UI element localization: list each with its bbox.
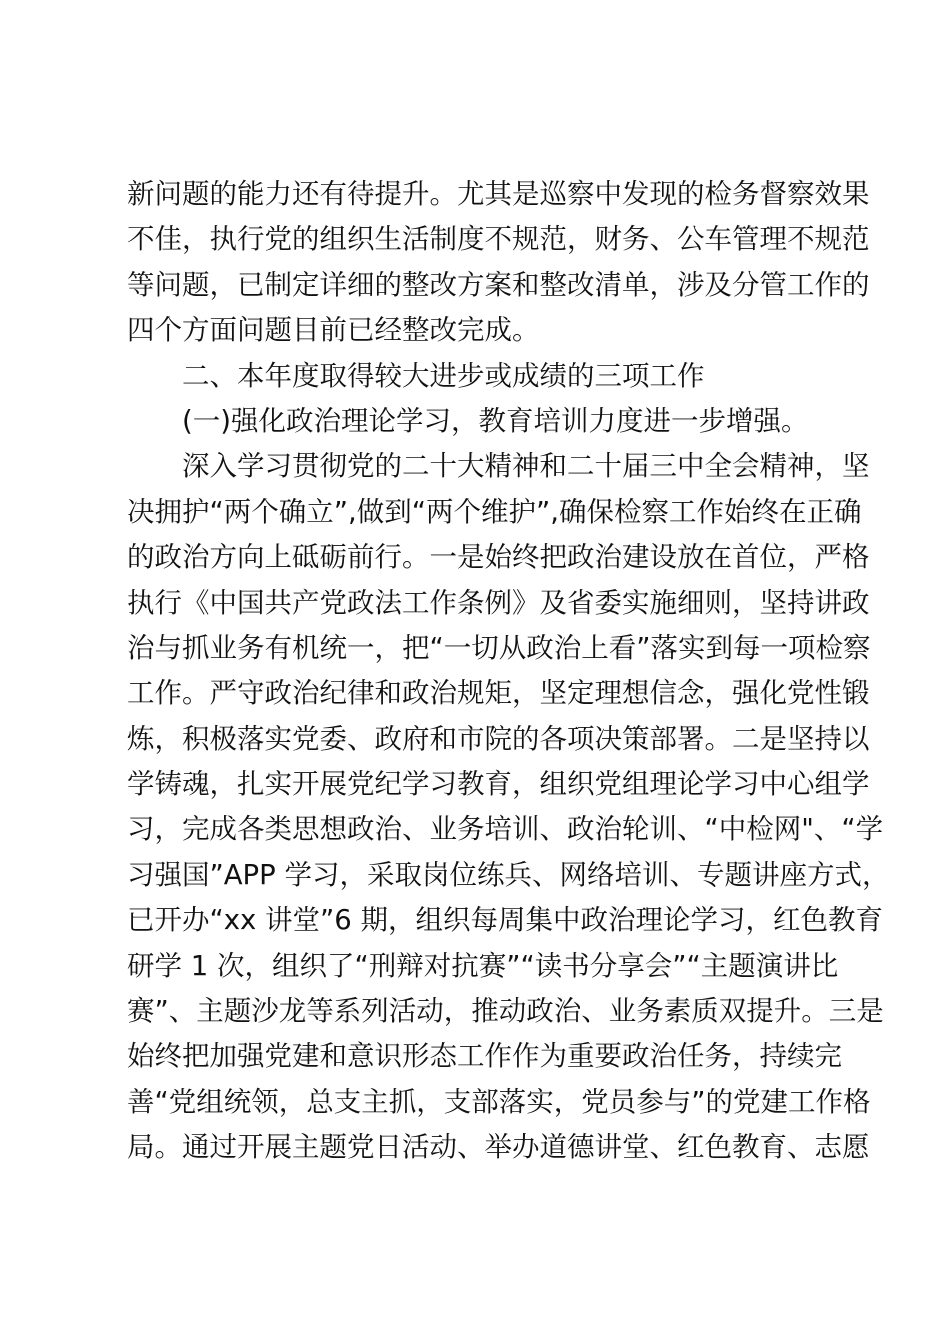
text-line: 新问题的能力还有待提升。尤其是巡察中发现的检务督察效果	[127, 178, 870, 210]
body-text	[127, 172, 890, 1171]
text-line: 善“党组统领，总支主抓，支部落实，党员参与”的党建工作格	[127, 1085, 871, 1118]
text-line: 治与抓业务有机统一，把“一切从政治上看”落实到每一项检察	[127, 631, 871, 664]
text-line: 习强国”APP 学习，采取岗位练兵、网络培训、专题讲座方式，	[127, 858, 890, 891]
text-line: 深入学习贯彻党的二十大精神和二十届三中全会精神，坚	[182, 450, 870, 483]
text-line: 已开办“xx 讲堂”6 期，组织每周集中政治理论学习，红色教育	[127, 904, 884, 937]
text-line: 始终把加强党建和意识形态工作作为重要政治任务，持续完	[127, 1040, 842, 1073]
text-line: 的政治方向上砥砺前行。一是始终把政治建设放在首位，严格	[127, 541, 870, 574]
text-line: 四个方面问题目前已经整改完成。	[127, 314, 540, 347]
text-line: 习，完成各类思想政治、业务培训、政治轮训、“中检网"、“学	[127, 813, 884, 846]
section-heading: 二、本年度取得较大进步或成绩的三项工作	[182, 359, 705, 392]
text-line: 不佳，执行党的组织生活制度不规范，财务、公车管理不规范	[127, 223, 870, 256]
text-line: 炼，积极落实党委、政府和市院的各项决策部署。二是坚持以	[127, 722, 870, 755]
text-line: 学铸魂，扎实开展党纪学习教育，组织党组理论学习中心组学	[127, 768, 870, 801]
subsection-heading: (一)强化政治理论学习，教育培训力度进一步增强。	[182, 404, 809, 437]
text-line: 执行《中国共产党政法工作条例》及省委实施细则，坚持讲政	[127, 586, 870, 619]
text-line: 决拥护“两个确立”,做到“两个维护”,确保检察工作始终在正确	[127, 495, 862, 528]
text-line: 等问题，已制定详细的整改方案和整改清单，涉及分管工作的	[127, 268, 870, 301]
text-line: 工作。严守政治纪律和政治规矩，坚定理想信念，强化党性锻	[127, 677, 870, 710]
text-line: 研学 1 次，组织了“刑辩对抗赛”“读书分享会”“主题演讲比	[127, 949, 839, 982]
text-line: 局。通过开展主题党日活动、举办道德讲堂、红色教育、志愿	[127, 1131, 870, 1164]
text-line: 赛”、主题沙龙等系列活动，推动政治、业务素质双提升。三是	[127, 995, 884, 1028]
